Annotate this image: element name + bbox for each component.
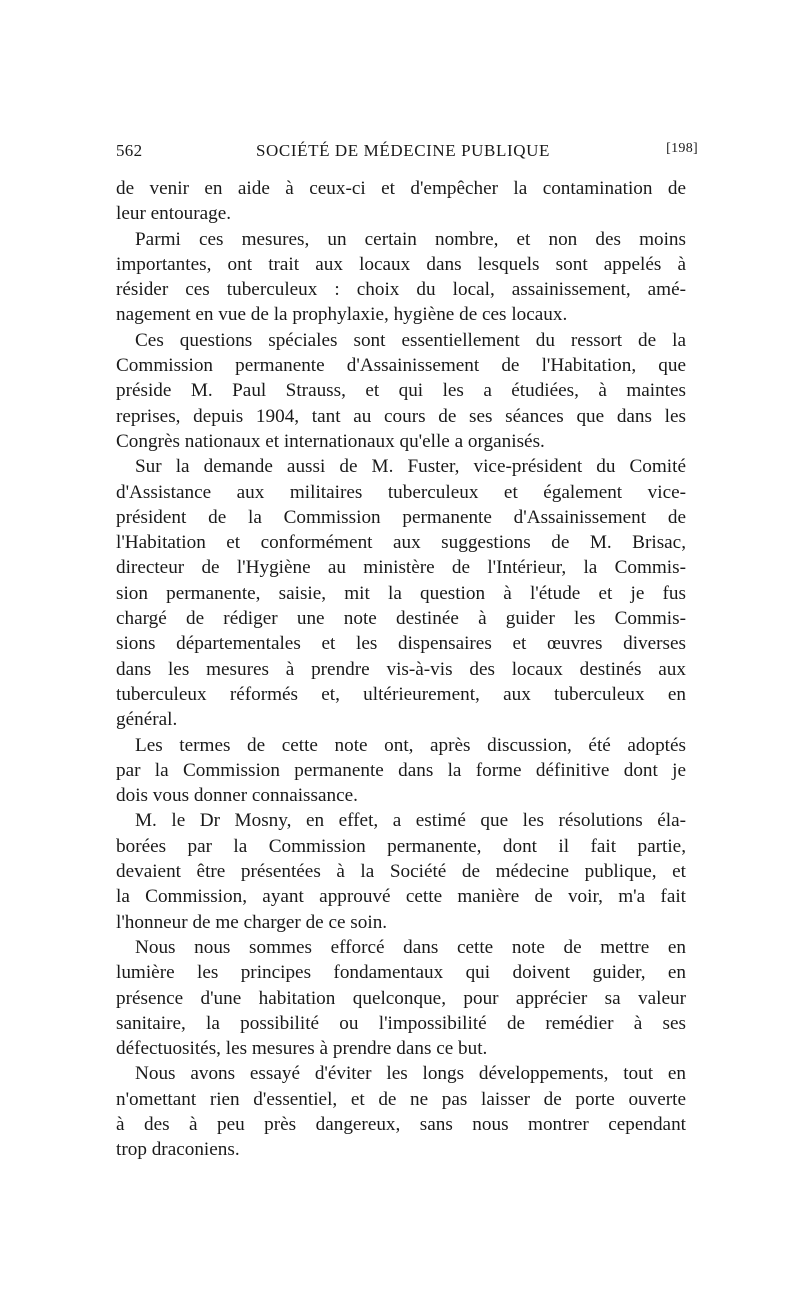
text-line: Sur la demande aussi de M. Fuster, vice-président du Comité — [135, 456, 686, 478]
text-line: dois vous donner connaissance. — [116, 785, 358, 807]
text-line: Commission permanente d'Assainissement de l'Habitation, que — [116, 355, 686, 377]
text-line: sanitaire, la possibilité ou l'impossibilité de remédier à ses — [116, 1012, 686, 1034]
text-line: lumière les principes fondamentaux qui doivent guider, en — [116, 962, 686, 984]
text-line: Parmi ces mesures, un certain nombre, et non des moins — [135, 228, 686, 250]
text-line: borées par la Commission permanente, dont il fait partie, — [116, 835, 686, 857]
text-line: n'omettant rien d'essentiel, et de ne pas laisser de porte ouverte — [116, 1088, 686, 1110]
text-line: directeur de l'Hygiène au ministère de l'Intérieur, la Commis- — [116, 557, 686, 579]
page-number: 562 — [116, 141, 143, 160]
text-line: devaient être présentées à la Société de médecine publique, et — [116, 861, 686, 883]
text-line: nagement en vue de la prophylaxie, hygiène de ces locaux. — [116, 304, 568, 326]
text-line: M. le Dr Mosny, en effet, a estimé que les résolutions éla- — [135, 810, 686, 832]
text-line: tuberculeux réformés et, ultérieurement, aux tuberculeux en — [116, 683, 686, 705]
folio-marker: [198] — [666, 141, 698, 156]
text-line: présence d'une habitation quelconque, pour apprécier sa valeur — [116, 987, 686, 1009]
text-line: la Commission, ayant approuvé cette manière de voir, m'a fait — [116, 886, 686, 908]
text-line: sion permanente, saisie, mit la question à l'étude et je fus — [116, 582, 686, 604]
body-text — [116, 176, 686, 1163]
text-line: importantes, ont trait aux locaux dans lesquels sont appelés à — [116, 253, 686, 275]
text-line: général. — [116, 709, 178, 731]
text-line: Congrès nationaux et internationaux qu'elle a organisés. — [116, 430, 545, 452]
text-line: Nous nous sommes efforcé dans cette note de mettre en — [135, 936, 686, 958]
text-line: leur entourage. — [116, 203, 232, 225]
text-line: sions départementales et les dispensaires et œuvres diverses — [116, 633, 686, 655]
text-line: président de la Commission permanente d'Assainissement de — [116, 506, 686, 528]
running-head — [116, 141, 698, 167]
text-line: préside M. Paul Strauss, et qui les a étudiées, à maintes — [116, 380, 686, 402]
text-line: reprises, depuis 1904, tant au cours de ses séances que dans les — [116, 405, 686, 427]
text-line: par la Commission permanente dans la forme définitive dont je — [116, 759, 686, 781]
text-line: Les termes de cette note ont, après discussion, été adoptés — [135, 734, 686, 756]
text-line: Ces questions spéciales sont essentiellement du ressort de la — [135, 329, 686, 351]
text-line: résider ces tuberculeux : choix du local, assainissement, amé- — [116, 279, 686, 301]
text-line: dans les mesures à prendre vis-à-vis des locaux destinés aux — [116, 658, 686, 680]
text-line: chargé de rédiger une note destinée à guider les Commis- — [116, 608, 686, 630]
text-line: trop draconiens. — [116, 1139, 240, 1161]
text-line: à des à peu près dangereux, sans nous montrer cependant — [116, 1113, 686, 1135]
text-line: d'Assistance aux militaires tuberculeux et également vice- — [116, 481, 686, 503]
text-line: de venir en aide à ceux-ci et d'empêcher la contamination de — [116, 178, 686, 199]
text-line: Nous avons essayé d'éviter les longs développements, tout en — [135, 1063, 686, 1085]
journal-title: SOCIÉTÉ DE MÉDECINE PUBLIQUE — [256, 141, 550, 160]
text-line: défectuosités, les mesures à prendre dans ce but. — [116, 1038, 488, 1060]
text-line: l'Habitation et conformément aux suggestions de M. Brisac, — [116, 532, 686, 554]
text-line: l'honneur de me charger de ce soin. — [116, 911, 388, 933]
